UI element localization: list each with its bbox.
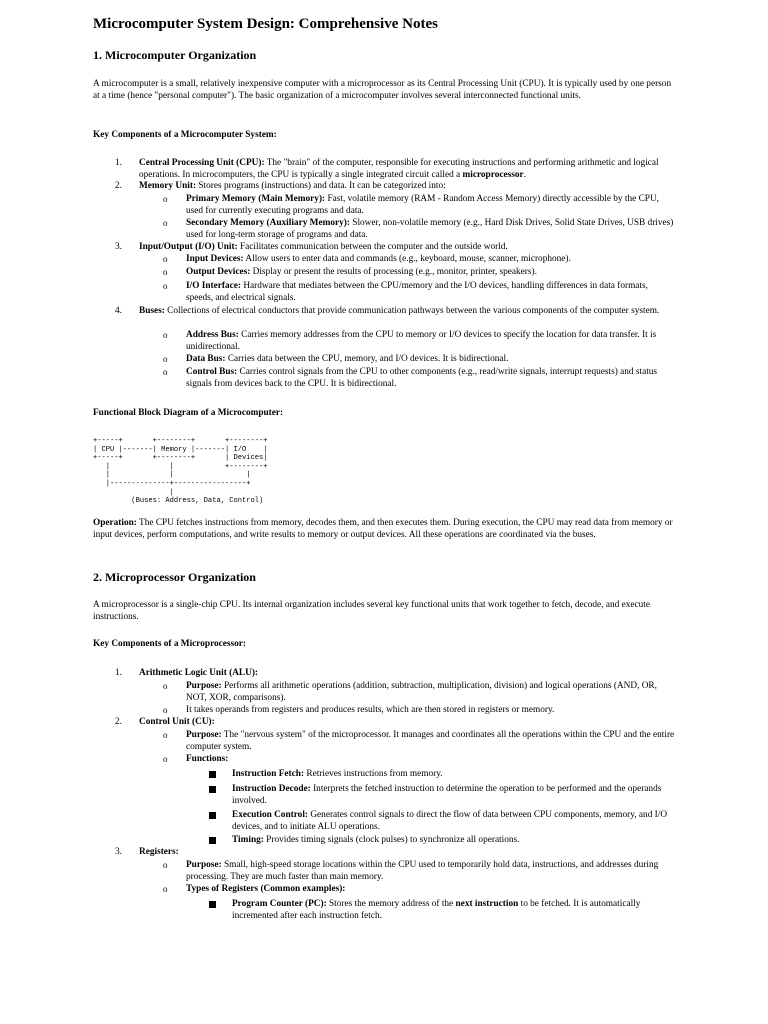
square-bullet-icon [209, 812, 216, 819]
list-subitem-primary-memory: Primary Memory (Main Memory): Fast, volatile memory (RAM - Random Access Memory) directly accessible by the CPU, used for currently executing programs and data. [186, 194, 659, 216]
list-number: 1. [115, 158, 122, 168]
square-bullet-icon [209, 901, 216, 908]
key-components-heading: Key Components of a Microcomputer System: [93, 130, 277, 140]
microprocessor-components-heading: Key Components of a Microprocessor: [93, 639, 247, 649]
list-item-control-unit: Control Unit (CU): [139, 717, 215, 727]
list-number: 4. [115, 306, 122, 316]
circle-bullet-icon: o [163, 754, 168, 764]
registers-types-label: Types of Registers (Common examples): [186, 884, 346, 894]
list-subitem-address-bus: Address Bus: Carries memory addresses from the CPU to memory or I/O devices to specify the location for data transfer. It is unidirectional. [186, 330, 657, 352]
circle-bullet-icon: o [163, 730, 168, 740]
list-item-alu: Arithmetic Logic Unit (ALU): [139, 668, 259, 678]
circle-bullet-icon: o [163, 218, 168, 228]
circle-bullet-icon: o [163, 705, 168, 715]
function-timing: Timing: Provides timing signals (clock pulses) to synchronize all operations. [232, 835, 520, 845]
circle-bullet-icon: o [163, 194, 168, 204]
list-subitem-input-devices: Input Devices: Allow users to enter data and commands (e.g., keyboard, mouse, scanner, microphone). [186, 254, 571, 264]
alu-note: It takes operands from registers and produces results, which are then stored in registers or memory. [186, 705, 555, 715]
list-subitem-control-bus: Control Bus: Carries control signals from the CPU to other components (e.g., read/write signals, interrupt requests) and status signals from devices back to the CPU. It is bidirectional. [186, 367, 658, 389]
circle-bullet-icon: o [163, 860, 168, 870]
square-bullet-icon [209, 786, 216, 793]
list-number: 3. [115, 847, 122, 857]
list-item-io-unit: Input/Output (I/O) Unit: Facilitates communication between the computer and the outside world. [139, 242, 508, 252]
section-1-heading: 1. Microcomputer Organization [93, 48, 257, 62]
circle-bullet-icon: o [163, 884, 168, 894]
square-bullet-icon [209, 837, 216, 844]
square-bullet-icon [209, 771, 216, 778]
alu-purpose: Purpose: Performs all arithmetic operations (addition, subtraction, multiplication, division) and logical operations (AND, OR, NOT, XOR, comparisons). [186, 681, 657, 703]
function-execution-control: Execution Control: Generates control signals to direct the flow of data between CPU components, memory, and I/O devices, and to initiate ALU operations. [232, 810, 668, 832]
circle-bullet-icon: o [163, 354, 168, 364]
circle-bullet-icon: o [163, 330, 168, 340]
circle-bullet-icon: o [163, 254, 168, 264]
list-subitem-io-interface: I/O Interface: Hardware that mediates between the CPU/memory and the I/O devices, handling differences in data formats, speeds, and electrical signals. [186, 281, 648, 303]
section-2-heading: 2. Microprocessor Organization [93, 570, 256, 584]
circle-bullet-icon: o [163, 367, 168, 377]
function-instruction-fetch: Instruction Fetch: Retrieves instructions from memory. [232, 769, 443, 779]
list-item-memory: Memory Unit: Stores programs (instructions) and data. It can be categorized into: [139, 181, 446, 191]
circle-bullet-icon: o [163, 681, 168, 691]
page-title: Microcomputer System Design: Comprehensive Notes [93, 16, 438, 32]
section-2-intro: A microprocessor is a single-chip CPU. Its internal organization includes several key functional units that work together to fetch, decode, and execute instructions. [93, 600, 650, 622]
diagram-heading: Functional Block Diagram of a Microcomputer: [93, 408, 284, 418]
operation-paragraph: Operation: The CPU fetches instructions from memory, decodes them, and then executes them. During execution, the CPU may read data from memory or input devices, perform computations, and write results to memory or output devices. All these operations are coordinated via the buses. [93, 518, 673, 540]
list-subitem-output-devices: Output Devices: Display or present the results of processing (e.g., monitor, printer, speakers). [186, 267, 537, 277]
list-item-registers: Registers: [139, 847, 179, 857]
cu-functions-label: Functions: [186, 754, 229, 764]
list-item-buses: Buses: Collections of electrical conductors that provide communication pathways between the various components of the computer system. [139, 306, 660, 316]
list-number: 1. [115, 668, 122, 678]
registers-purpose: Purpose: Small, high-speed storage locations within the CPU used to temporarily hold data, instructions, and addresses during processing. They are much faster than main memory. [186, 860, 659, 882]
register-program-counter: Program Counter (PC): Stores the memory address of the next instruction to be fetched. It is automatically incremented after each instruction fetch. [232, 899, 641, 921]
list-number: 2. [115, 181, 122, 191]
circle-bullet-icon: o [163, 267, 168, 277]
functional-block-diagram: +-----+ +--------+ +--------+ | CPU |-------| Memory |-------| I/O | +-----+ +--------+ | Devices| | | +--------+ | | | |--------------+-----------------+ | (Buses: Address, Data, Control) [93, 437, 268, 506]
list-subitem-data-bus: Data Bus: Carries data between the CPU, memory, and I/O devices. It is bidirectional. [186, 354, 509, 364]
section-1-intro: A microcomputer is a small, relatively inexpensive computer with a microprocessor as its Central Processing Unit (CPU). It is typically used by one person at a time (hence "personal computer"). The basic organization of a microcomputer involves several interconnected functional units. [93, 79, 672, 101]
list-subitem-secondary-memory: Secondary Memory (Auxiliary Memory): Slower, non-volatile memory (e.g., Hard Disk Drives, Solid State Drives, USB drives) used for long-term storage of programs and data. [186, 218, 674, 240]
list-number: 3. [115, 242, 122, 252]
function-instruction-decode: Instruction Decode: Interprets the fetched instruction to determine the operation to be performed and the operands involved. [232, 784, 662, 806]
circle-bullet-icon: o [163, 281, 168, 291]
list-item-cpu: Central Processing Unit (CPU): The "brain" of the computer, responsible for executing instructions and performing arithmetic and logical operations. In microcomputers, the CPU is typically a single integrated circuit called a microprocessor. [139, 158, 659, 180]
cu-purpose: Purpose: The "nervous system" of the microprocessor. It manages and coordinates all the operations within the CPU and the entire computer system. [186, 730, 675, 752]
list-number: 2. [115, 717, 122, 727]
